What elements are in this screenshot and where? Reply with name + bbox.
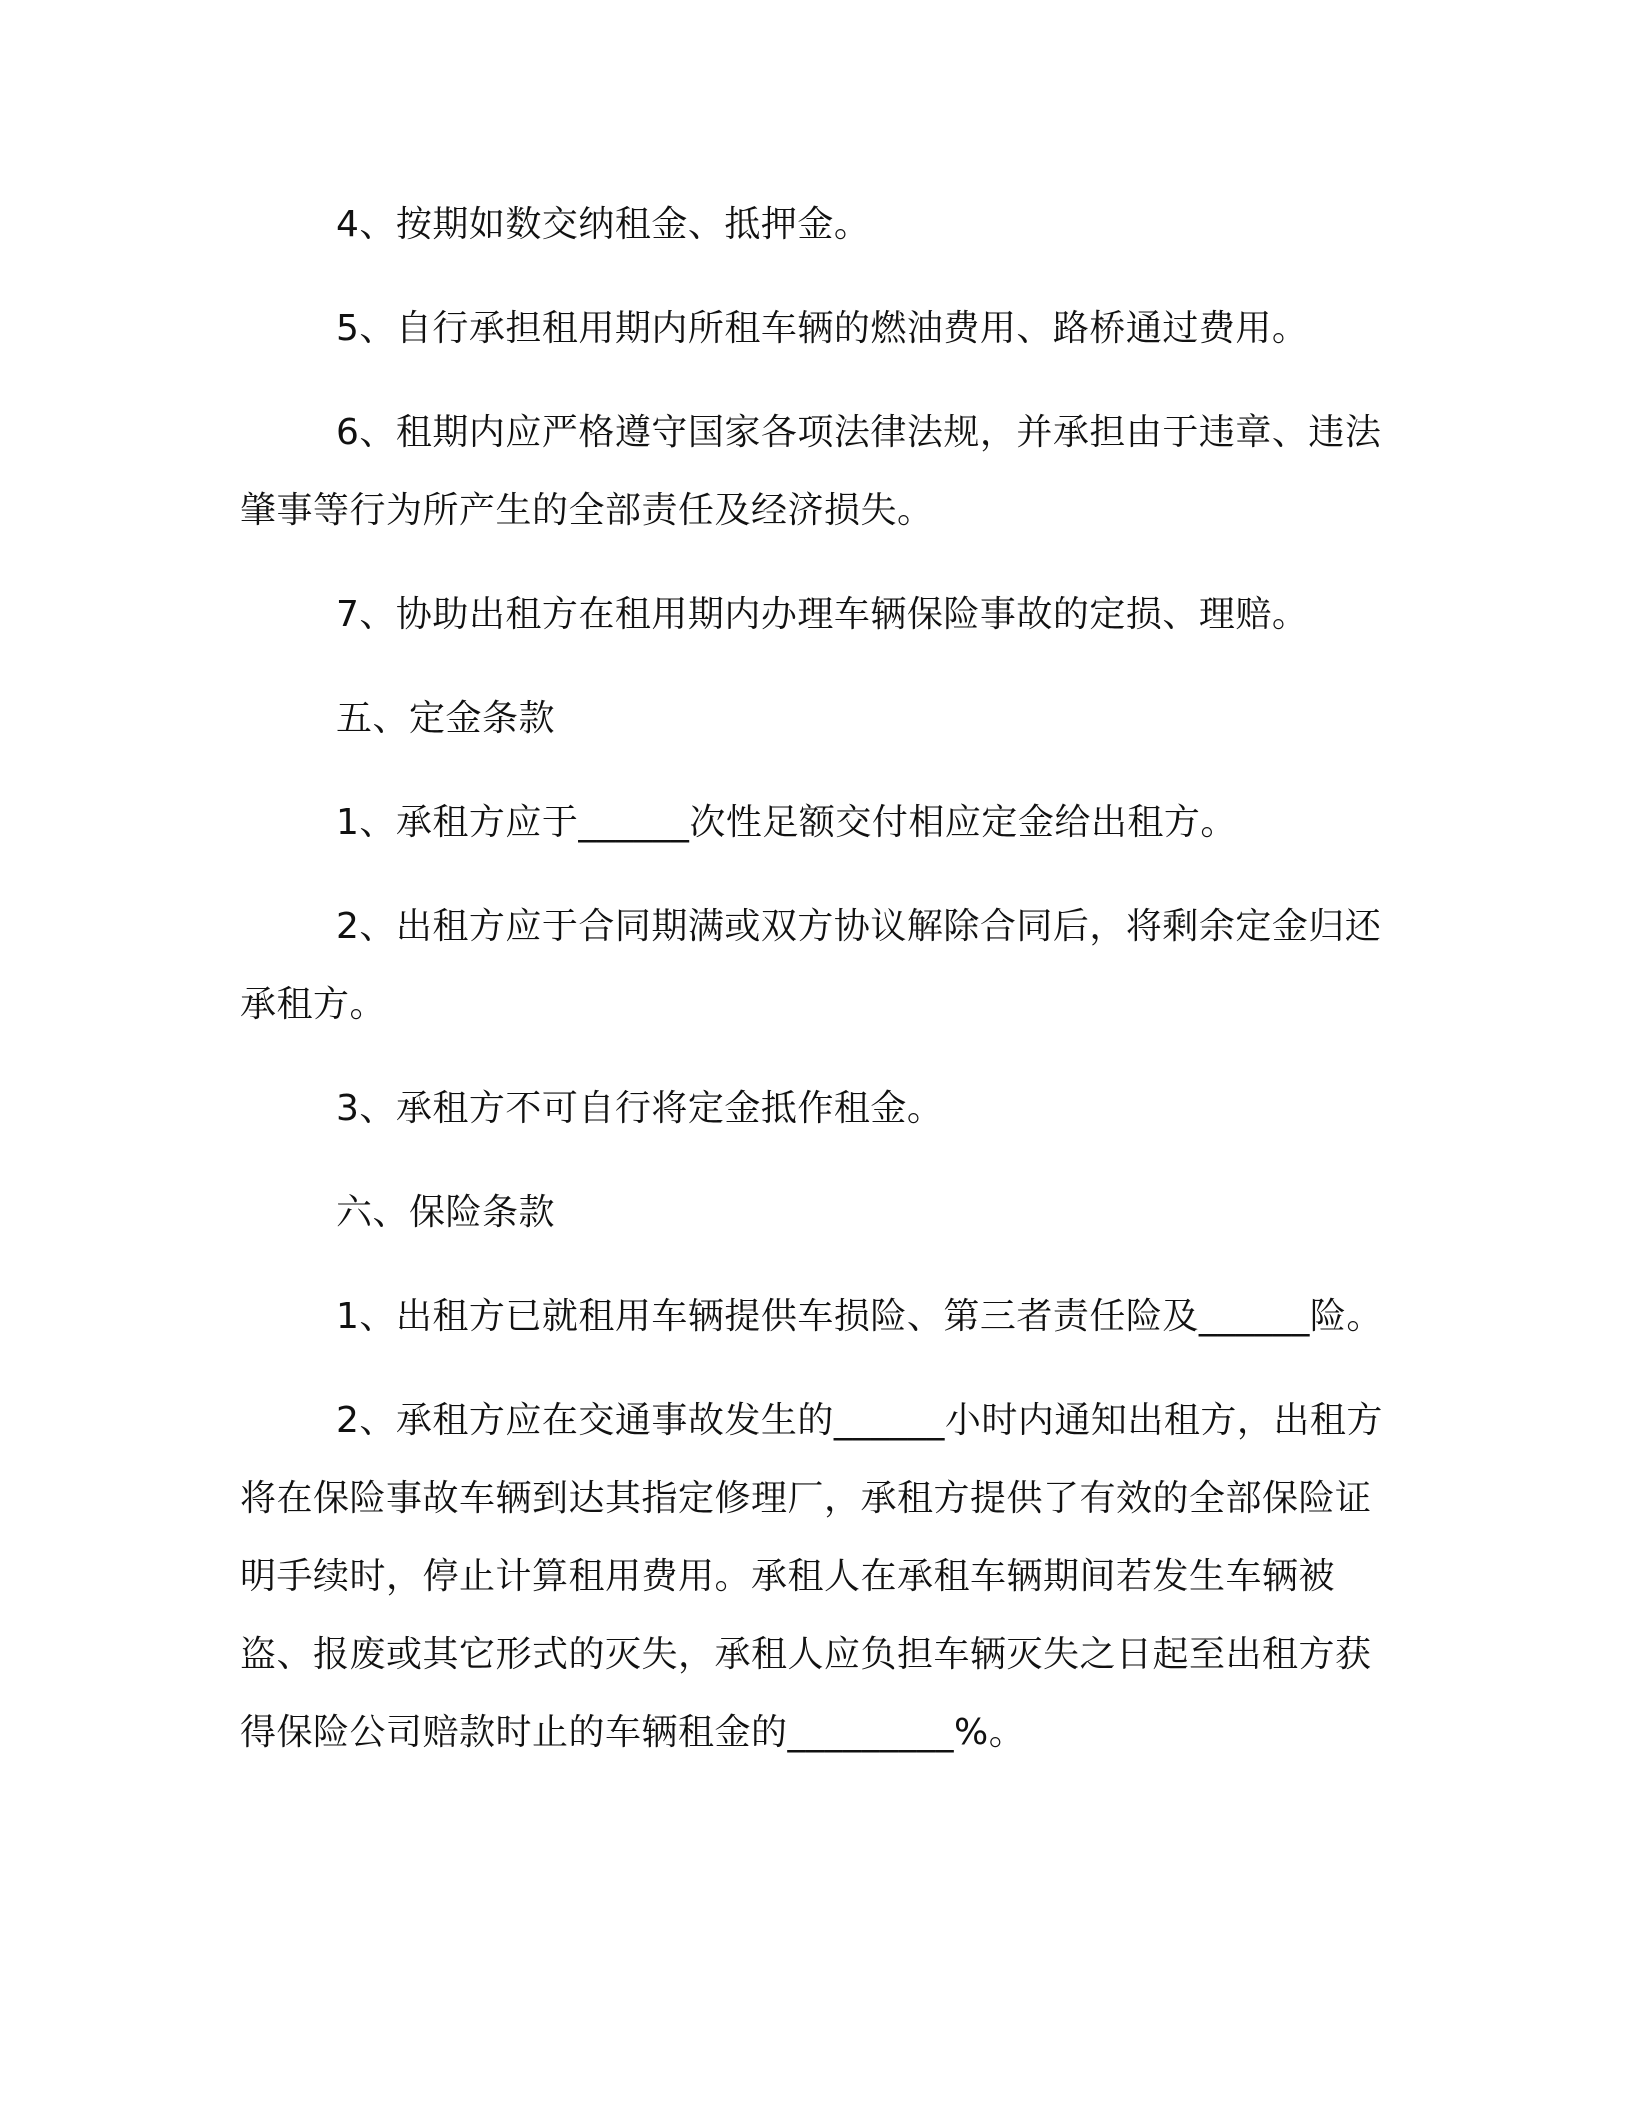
clause-6-obey-law: 6、租期内应严格遵守国家各项法律法规，并承担由于违章、违法肇事等行为所产生的全部责任及经济损失。 xyxy=(240,412,1382,531)
section-heading-insurance: 六、保险条款 xyxy=(336,1192,556,1233)
clause-5-fuel-toll: 5、自行承担租用期内所租车辆的燃油费用、路桥通过费用。 xyxy=(336,308,1309,349)
document-body xyxy=(240,186,1390,1798)
section-heading-deposit: 五、定金条款 xyxy=(336,698,556,739)
clause-7-insurance-claim: 7、协助出租方在租用期内办理车辆保险事故的定损、理赔。 xyxy=(336,594,1309,635)
deposit-clause-2: 2、出租方应于合同期满或双方协议解除合同后，将剩余定金归还承租方。 xyxy=(240,906,1382,1025)
insurance-clause-2: 2、承租方应在交通事故发生的______小时内通知出租方，出租方将在保险事故车辆到达其指定修理厂，承租方提供了有效的全部保险证明手续时，停止计算租用费用。承租人在承租车辆期间若发生车辆被盗、报废或其它形式的灭失，承租人应负担车辆灭失之日起至出租方获得保险公司赔款时止的车辆租金的_________%。 xyxy=(240,1400,1383,1753)
deposit-clause-3: 3、承租方不可自行将定金抵作租金。 xyxy=(336,1088,944,1129)
insurance-clause-1: 1、出租方已就租用车辆提供车损险、第三者责任险及______险。 xyxy=(336,1296,1383,1337)
clause-4-pay-rent: 4、按期如数交纳租金、抵押金。 xyxy=(336,204,871,245)
deposit-clause-1: 1、承租方应于______次性足额交付相应定金给出租方。 xyxy=(336,802,1237,843)
